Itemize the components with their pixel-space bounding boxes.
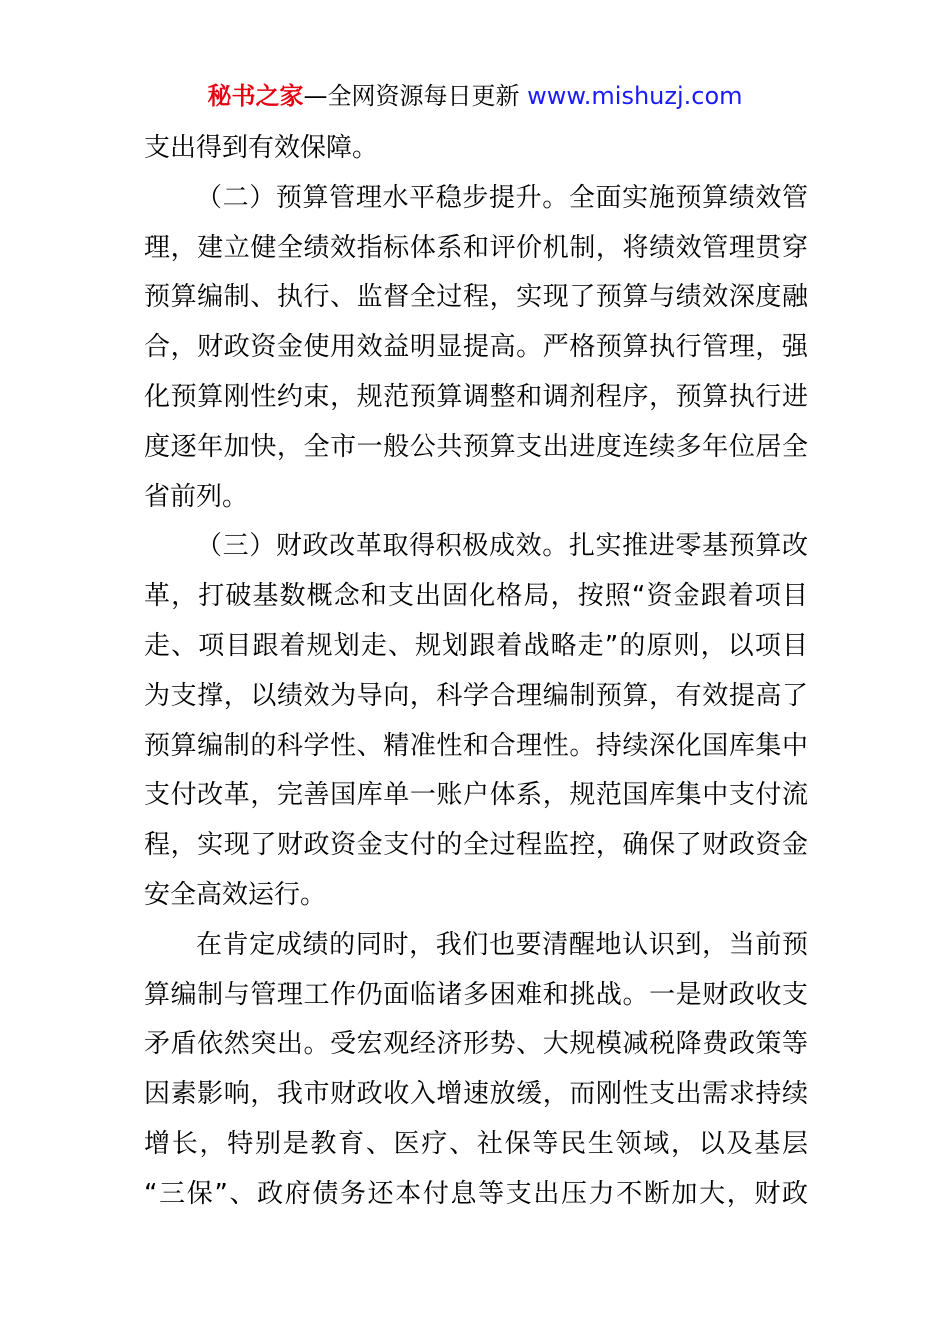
site-header (0, 80, 950, 112)
text-line: 程，实现了财政资金支付的全过程监控，确保了财政资金 (144, 830, 808, 861)
text-line: 因素影响，我市财政收入增速放缓，而刚性支出需求持续 (144, 1079, 808, 1110)
text-line: 支出得到有效保障。 (144, 133, 379, 163)
text-line: 合，财政资金使用效益明显提高。严格预算执行管理，强 (144, 332, 808, 363)
site-brand: 秘书之家 (207, 82, 304, 110)
site-url-link[interactable]: www.mishuzj.com (519, 82, 743, 110)
text-line: 走、项目跟着规划走、规划跟着战略走”的原则，以项目 (144, 630, 808, 661)
text-line: 预算编制的科学性、精准性和合理性。持续深化国库集中 (144, 730, 808, 761)
text-line: 预算编制、执行、监督全过程，实现了预算与绩效深度融 (144, 282, 808, 313)
text-line: “三保”、政府债务还本付息等支出压力不断加大，财政 (144, 1178, 808, 1209)
text-line: 度逐年加快，全市一般公共预算支出进度连续多年位居全 (144, 431, 808, 462)
text-line: 在肯定成绩的同时，我们也要清醒地认识到，当前预 (196, 929, 808, 960)
text-line: 理，建立健全绩效指标体系和评价机制，将绩效管理贯穿 (144, 232, 808, 263)
text-line: 矛盾依然突出。受宏观经济形势、大规模减税降费政策等 (144, 1029, 808, 1060)
text-line: 化预算刚性约束，规范预算调整和调剂程序，预算执行进 (144, 381, 808, 412)
text-line: 为支撑，以绩效为导向，科学合理编制预算，有效提高了 (144, 680, 808, 711)
document-body (144, 124, 808, 1220)
text-line: 支付改革，完善国库单一账户体系，规范国库集中支付流 (144, 780, 808, 811)
text-line: 算编制与管理工作仍面临诸多困难和挑战。一是财政收支 (144, 979, 808, 1010)
text-line: （三）财政改革取得积极成效。扎实推进零基预算改 (196, 531, 808, 562)
text-line: （二）预算管理水平稳步提升。全面实施预算绩效管 (196, 182, 808, 213)
text-line: 革，打破基数概念和支出固化格局，按照“资金跟着项目 (144, 581, 808, 612)
text-line: 省前列。 (144, 481, 249, 512)
text-line: 增长，特别是教育、医疗、社保等民生领域，以及基层 (144, 1128, 808, 1159)
site-slogan: —全网资源每日更新 (303, 82, 520, 110)
text-line: 安全高效运行。 (144, 879, 327, 910)
